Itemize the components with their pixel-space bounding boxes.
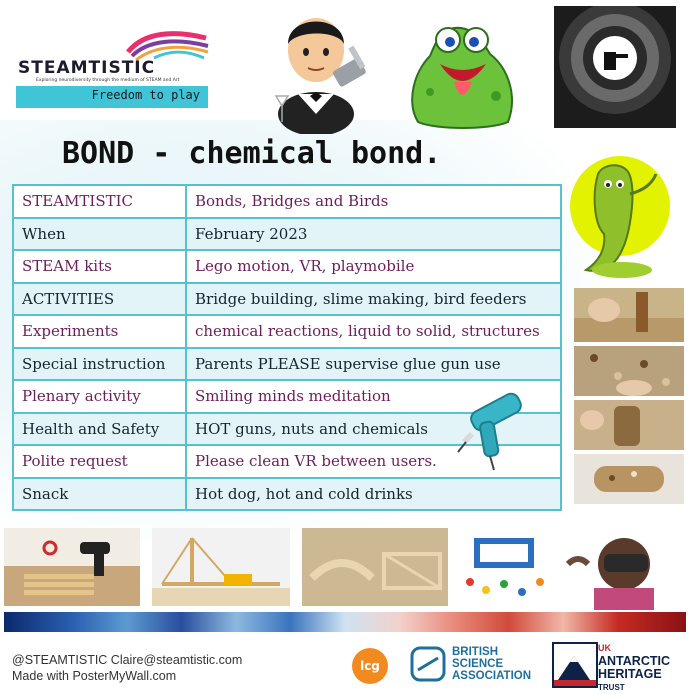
bsa-line-1: BRITISH <box>452 646 498 658</box>
green-slime-monster-icon <box>400 12 526 136</box>
lcg-logo: lcg <box>352 648 388 684</box>
made-with-line: Made with PosterMyWall.com <box>12 669 177 683</box>
row-label: Plenary activity <box>14 381 187 414</box>
table-row <box>14 284 560 317</box>
slime-splat-icon <box>564 154 674 284</box>
table-row <box>14 316 560 349</box>
craft-photo-materials <box>4 528 140 606</box>
bond-agent-cartoon-icon <box>268 6 378 134</box>
row-label: Polite request <box>14 446 187 479</box>
contact-line: @STEAMTISTIC Claire@steamtistic.com <box>12 653 243 667</box>
row-label: ACTIVITIES <box>14 284 187 317</box>
table-row <box>14 349 560 382</box>
tagline-bar <box>16 86 208 108</box>
brand-tagline: Freedom to play <box>91 88 200 102</box>
craft-photo-arch-bridges <box>302 528 448 606</box>
mountain-icon <box>554 644 596 686</box>
arch-bridges-icon <box>302 528 448 606</box>
footer-contact <box>12 652 242 684</box>
vr-user-photo <box>564 524 682 610</box>
uk-line-3: TRUST <box>598 683 625 692</box>
row-value: Lego motion, VR, playmobile <box>187 251 560 284</box>
row-label: Snack <box>14 479 187 510</box>
craft-materials-icon <box>4 528 140 606</box>
seed-log-icon <box>574 454 684 504</box>
bsa-line-2: SCIENCE <box>452 658 504 670</box>
row-label: STEAMTISTIC <box>14 186 187 219</box>
row-value: Hot dog, hot and cold drinks <box>187 479 560 510</box>
bird-feeder-icon <box>574 288 684 342</box>
gun-barrel-icon <box>554 6 676 128</box>
craft-photo-bridge <box>152 528 290 606</box>
popsicle-bridge-icon <box>152 528 290 606</box>
bird-feeder-photo-4 <box>574 454 684 504</box>
bsa-logo-text <box>452 646 531 682</box>
steamtistic-logo <box>14 28 210 110</box>
brand-subtitle: Exploring neurodiversity through the medium of STEAM and Art <box>36 78 180 83</box>
row-value: Parents PLEASE supervise glue gun use <box>187 349 560 382</box>
table-row <box>14 219 560 252</box>
bsa-line-3: ASSOCIATION <box>452 670 532 682</box>
uk-line-1: ANTARCTIC <box>598 654 670 668</box>
row-value: HOT guns, nuts and chemicals <box>187 414 560 447</box>
seed-mix-icon <box>574 346 684 396</box>
seed-bar-icon <box>574 400 684 450</box>
row-label: Experiments <box>14 316 187 349</box>
row-label: STEAM kits <box>14 251 187 284</box>
row-value: chemical reactions, liquid to solid, structures <box>187 316 560 349</box>
row-value: Smiling minds meditation <box>187 381 560 414</box>
row-value: Bridge building, slime making, bird feeders <box>187 284 560 317</box>
bird-feeder-photo-1 <box>574 288 684 342</box>
bsa-logo-icon <box>410 646 446 682</box>
vr-headset-icon <box>564 524 682 610</box>
climate-stripes <box>4 612 686 632</box>
uk-line-2: HERITAGE <box>598 667 662 681</box>
ukaht-logo-icon <box>552 642 598 688</box>
page-title: BOND - chemical bond. <box>62 136 442 171</box>
table-row <box>14 186 560 219</box>
row-label: Special instruction <box>14 349 187 382</box>
row-value: February 2023 <box>187 219 560 252</box>
logo-swirl-icon <box>124 28 210 62</box>
glue-gun-icon <box>456 388 536 472</box>
uk-small-text: UK <box>598 643 611 653</box>
table-row <box>14 251 560 284</box>
row-value: Please clean VR between users. <box>187 446 560 479</box>
bird-feeder-photo-2 <box>574 346 684 396</box>
table-row <box>14 479 560 510</box>
lego-kit-icon <box>456 532 558 606</box>
lego-kit-photo <box>456 532 558 606</box>
bird-feeder-photo-3 <box>574 400 684 450</box>
gun-barrel-image <box>554 6 676 128</box>
row-label: When <box>14 219 187 252</box>
brand-name: STEAMTISTIC <box>18 58 156 78</box>
row-value: Bonds, Bridges and Birds <box>187 186 560 219</box>
row-label: Health and Safety <box>14 414 187 447</box>
ukaht-logo-text <box>598 642 670 694</box>
